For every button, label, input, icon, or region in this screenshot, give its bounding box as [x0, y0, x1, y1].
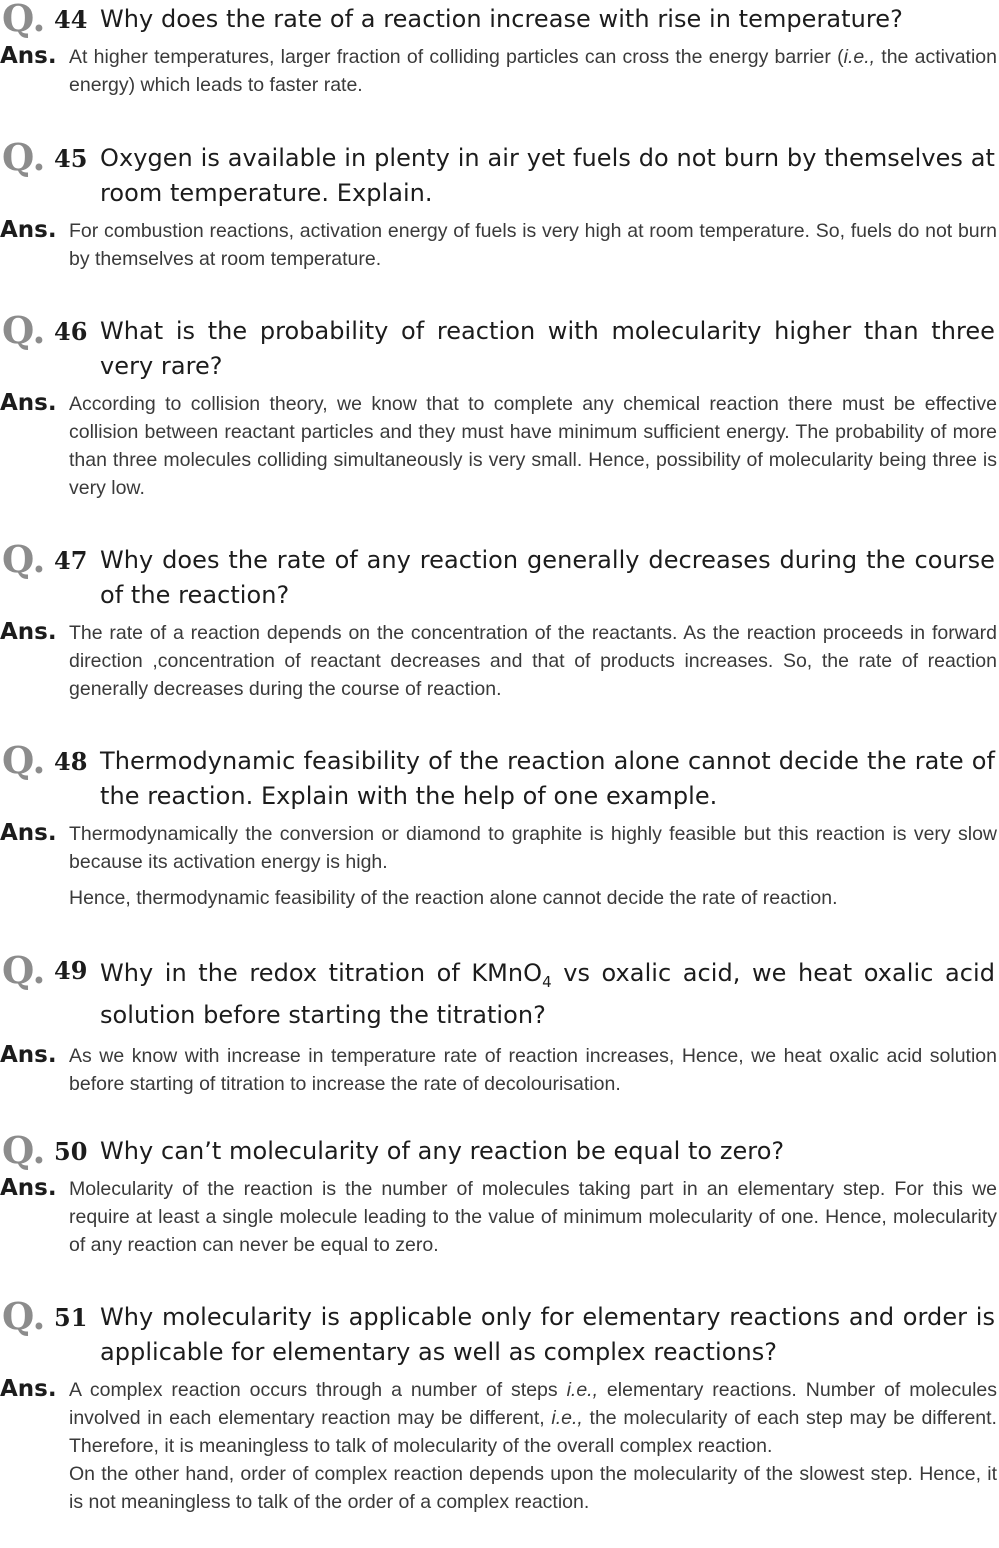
- q-marker: Q.: [2, 1294, 46, 1338]
- answer: [0, 1175, 999, 1259]
- ans-marker: Ans.: [0, 820, 57, 846]
- answer: [0, 1042, 999, 1098]
- question-number: 45: [54, 144, 88, 173]
- q-marker: Q.: [2, 1128, 46, 1172]
- q-marker: Q.: [2, 948, 46, 992]
- question: [0, 135, 999, 211]
- ans-marker: Ans.: [0, 1175, 57, 1201]
- qa-block-51: [0, 1294, 999, 1516]
- answer: [0, 619, 999, 703]
- ans-marker: Ans.: [0, 1042, 57, 1068]
- qa-block-44: [0, 2, 999, 99]
- q-marker: Q.: [2, 308, 46, 352]
- q-marker: Q.: [2, 0, 46, 40]
- ans-marker: Ans.: [0, 217, 57, 243]
- answer: [0, 390, 999, 502]
- question-number: 50: [54, 1137, 88, 1166]
- question-number: 44: [54, 5, 88, 34]
- qa-block-46: [0, 308, 999, 502]
- question-number: 51: [54, 1303, 88, 1332]
- question-text: Thermodynamic feasibility of the reaction alone cannot decide the rate of the reaction. Explain with the help of one example.: [100, 747, 995, 810]
- question-number: 47: [54, 546, 88, 575]
- question-text: Why does the rate of a reaction increase with rise in temperature?: [100, 5, 903, 33]
- question-number: 46: [54, 317, 88, 346]
- answer-text: For combustion reactions, activation energy of fuels is very high at room temperature. So, fuels do not burn by themselves at room temperature.: [69, 220, 997, 270]
- ans-marker: Ans.: [0, 1376, 57, 1402]
- question: [0, 308, 999, 384]
- question-number: 49: [54, 956, 88, 985]
- qa-block-49: [0, 948, 999, 1098]
- answer-text: A complex reaction occurs through a number of steps i.e., elementary reactions. Number of molecules involved in each elementary reaction may be different, i.e., the molecularity of each step may be different. Therefore, it is meaningless to talk of molecularity of the overall complex reaction.: [69, 1379, 998, 1457]
- q-marker: Q.: [2, 738, 46, 782]
- ans-marker: Ans.: [0, 619, 57, 645]
- answer-text: Molecularity of the reaction is the number of molecules taking part in an elementary step. For this we require at least a single molecule leading to the value of minimum molecularity of one. Hence, molecularity of any reaction can never be equal to zero.: [69, 1178, 997, 1256]
- question-text: Why can’t molecularity of any reaction be equal to zero?: [100, 1137, 785, 1165]
- answer-text: Hence, thermodynamic feasibility of the reaction alone cannot decide the rate of reaction.: [69, 887, 838, 909]
- ans-marker: Ans.: [0, 43, 57, 69]
- question: [0, 738, 999, 814]
- answer-text: The rate of a reaction depends on the concentration of the reactants. As the reaction proceeds in forward direction ,concentration of reactant decreases and that of products increases. So, the rate of reaction generally decreases during the course of reaction.: [69, 622, 997, 700]
- answer: [0, 217, 999, 273]
- qa-block-47: [0, 537, 999, 703]
- question-text: What is the probability of reaction with molecularity higher than three very rare?: [100, 317, 995, 380]
- question: [0, 948, 999, 1036]
- answer-text: As we know with increase in temperature rate of reaction increases, Hence, we heat oxalic acid solution before starting of titration to increase the rate of decolourisation.: [69, 1045, 997, 1095]
- qa-block-48: [0, 738, 999, 912]
- q-marker: Q.: [2, 135, 46, 179]
- answer-text: On the other hand, order of complex reaction depends upon the molecularity of the slowest step. Hence, it is not meaningless to talk of the order of a complex reaction.: [69, 1463, 997, 1513]
- answer: [0, 1376, 999, 1516]
- qa-block-50: [0, 1128, 999, 1259]
- question: [0, 537, 999, 613]
- answer: [0, 43, 999, 99]
- question-text: Why molecularity is applicable only for elementary reactions and order is applicable for elementary as well as complex reactions?: [100, 1303, 995, 1366]
- answer-text: At higher temperatures, larger fraction of colliding particles can cross the energy barrier (i.e., the activation energy) which leads to faster rate.: [69, 46, 997, 96]
- answer-text: According to collision theory, we know that to complete any chemical reaction there must be effective collision between reactant particles and they must have minimum sufficient energy. The probability of more than three molecules colliding simultaneously is very small. Hence, possibility of molecularity being three is very low.: [69, 393, 997, 499]
- question: [0, 1128, 999, 1172]
- q-marker: Q.: [2, 537, 46, 581]
- ans-marker: Ans.: [0, 390, 57, 416]
- question-text: Oxygen is available in plenty in air yet fuels do not burn by themselves at room temperature. Explain.: [100, 144, 995, 207]
- qa-block-45: [0, 135, 999, 273]
- question-number: 48: [54, 747, 88, 776]
- question: [0, 1294, 999, 1370]
- answer: [0, 820, 999, 912]
- question-text: Why in the redox titration of KMnO$_4$ vs oxalic acid, we heat oxalic acid solution before starting the titration?: [100, 959, 995, 1029]
- question-text: Why does the rate of any reaction generally decreases during the course of the reaction?: [100, 546, 995, 609]
- question: [0, 0, 999, 40]
- answer-text: Thermodynamically the conversion or diamond to graphite is highly feasible but this reaction is very slow because its activation energy is high.: [69, 823, 997, 873]
